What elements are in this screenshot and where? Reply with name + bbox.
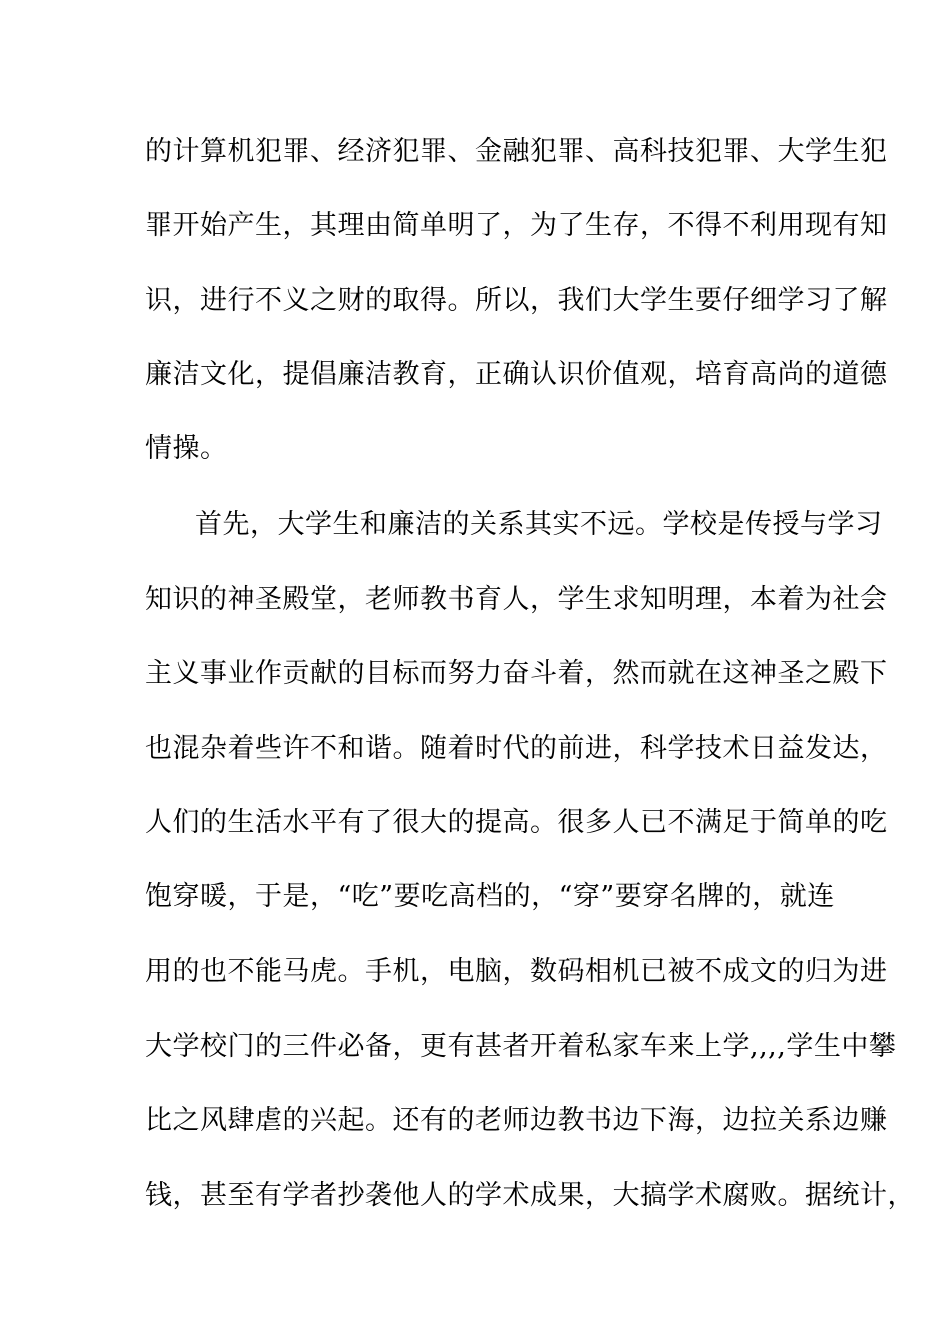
text-line: 也混杂着些许不和谐。随着时代的前进，科学技术日益发达，	[145, 733, 888, 764]
text-line: 大学校门的三件必备，更有甚者开着私家车来上学,,,,学生中攀	[145, 1031, 897, 1062]
text-line: 用的也不能马虎。手机，电脑，数码相机已被不成文的归为进	[145, 956, 888, 987]
text-line: 主义事业作贡献的目标而努力奋斗着，然而就在这神圣之殿下	[145, 658, 888, 689]
text-line: 情操。	[145, 433, 228, 464]
text-line: 识，进行不义之财的取得。所以，我们大学生要仔细学习了解	[145, 285, 888, 316]
text-line: 比之风肆虐的兴起。还有的老师边教书边下海，边拉关系边赚	[145, 1105, 888, 1136]
text-line: 人们的生活水平有了很大的提高。很多人已不满足于简单的吃	[145, 807, 888, 838]
text-line: 的计算机犯罪、经济犯罪、金融犯罪、高科技犯罪、大学生犯	[145, 136, 888, 167]
text-line: 罪开始产生，其理由简单明了，为了生存，不得不利用现有知	[145, 210, 888, 241]
text-line: 廉洁文化，提倡廉洁教育，正确认识价值观，培育高尚的道德	[145, 359, 888, 390]
paragraph-first-line: 首先，大学生和廉洁的关系其实不远。学校是传授与学习	[195, 509, 883, 540]
text-line: 饱穿暖，于是，“吃”要吃高档的，“穿”要穿名牌的，就连	[145, 881, 835, 912]
text-line: 钱，甚至有学者抄袭他人的学术成果，大搞学术腐败。据统计，	[145, 1180, 915, 1211]
text-line: 知识的神圣殿堂，老师教书育人，学生求知明理，本着为社会	[145, 584, 888, 615]
